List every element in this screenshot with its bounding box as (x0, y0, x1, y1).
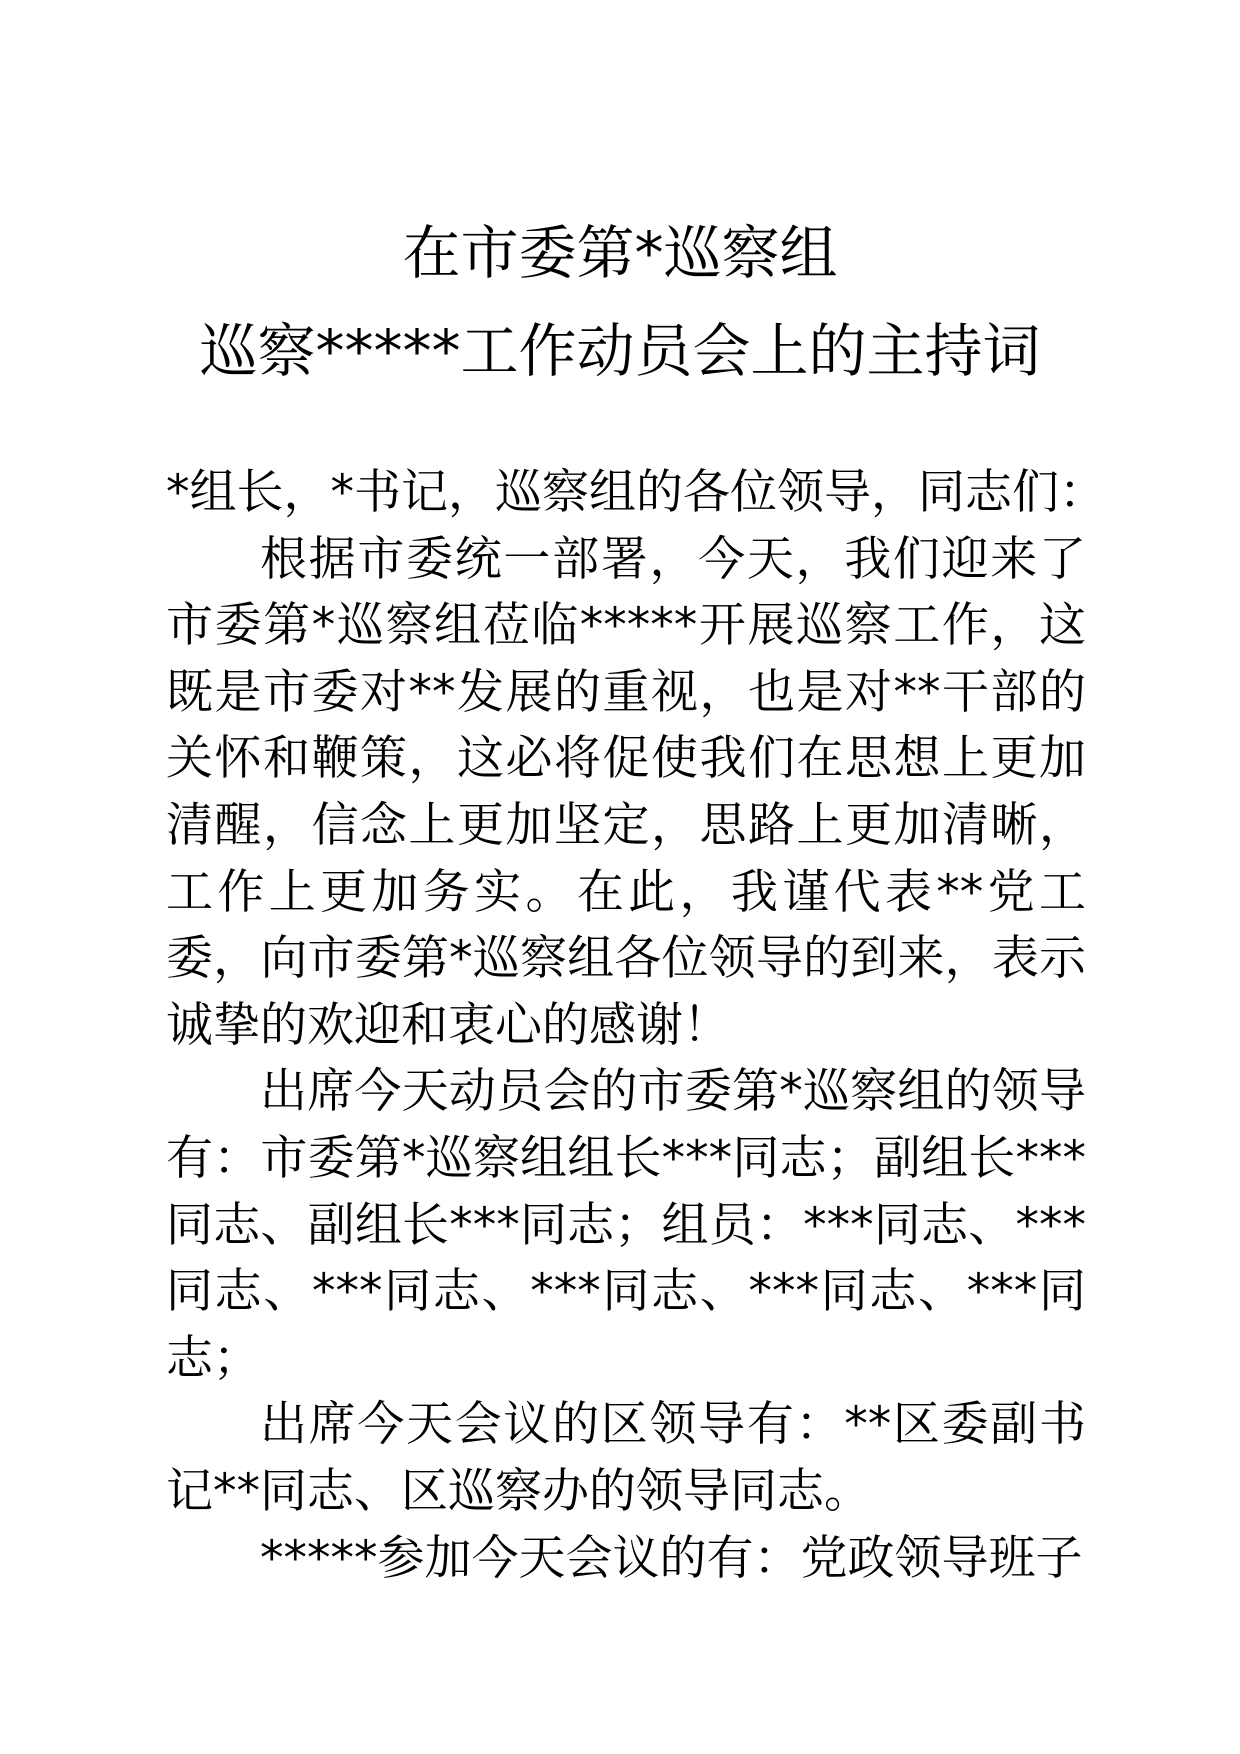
salutation: *组长，*书记，巡察组的各位领导，同志们： (166, 465, 1106, 520)
document-title (0, 204, 1240, 400)
title-line-2: 巡察*****工作动员会上的主持词 (199, 317, 1041, 385)
paragraph-district-leaders: 出席今天会议的区领导有：**区委副书记**同志、区巡察办的领导同志。 (166, 1397, 1086, 1519)
paragraph-inspection-team-attendees: 出席今天动员会的市委第*巡察组的领导有：市委第*巡察组组长***同志；副组长***同志、副组长***同志；组员：***同志、***同志、***同志、***同志、***同志、***同志； (166, 1064, 1086, 1386)
document-body (166, 460, 1106, 1592)
title-line-1: 在市委第*巡察组 (402, 219, 838, 287)
paragraph-participants: *****参加今天会议的有：党政领导班子 (260, 1530, 1083, 1586)
paragraph-welcome: 根据市委统一部署，今天，我们迎来了市委第*巡察组莅临*****开展巡察工作，这既是市委对**发展的重视，也是对**干部的关怀和鞭策，这必将促使我们在思想上更加清醒，信念上更加坚定，思路上更加清晰，工作上更加务实。在此，我谨代表**党工委，向市委第*巡察组各位领导的到来，表示诚挚的欢迎和衷心的感谢！ (166, 531, 1086, 1053)
